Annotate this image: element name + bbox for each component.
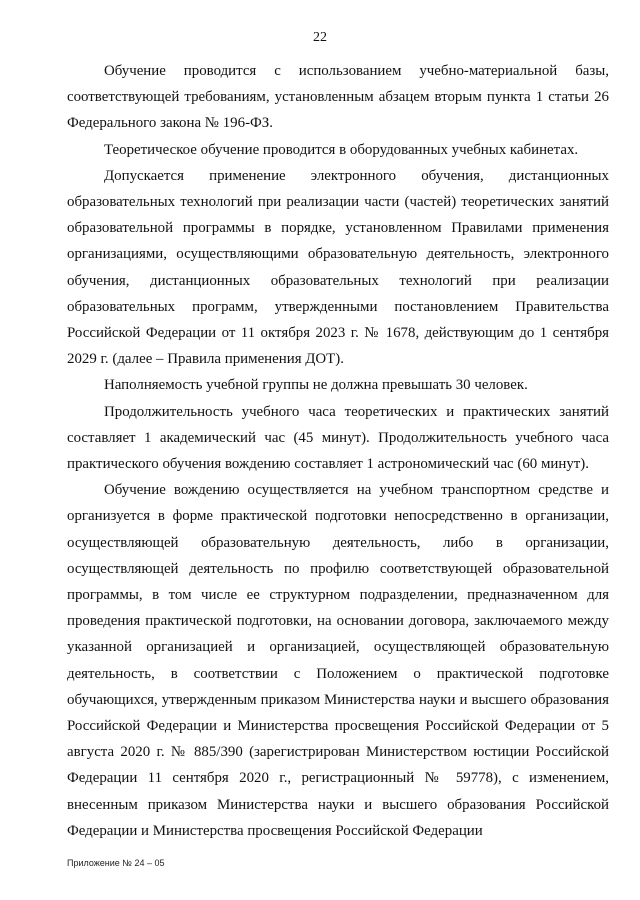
document-body (67, 58, 609, 844)
paragraph-lesson-duration: Продолжительность учебного часа теоретических и практических занятий составляет 1 академический час (45 минут). Продолжительность учебного часа практического обучения вождению составляет 1 астрономический час (60 минут). (67, 403, 609, 473)
paragraph-driving-training: Обучение вождению осуществляется на учебном транспортном средстве и организуется в форме практической подготовки непосредственно в организации, осуществляющей образовательную деятельность, либо в организации, осуществляющей деятельность по профилю соответствующей образовательной программы, в том числе ее структурном подразделении, предназначенном для проведения практической подготовки, на основании договора, заключаемого между указанной организацией и организацией, осуществляющей образовательную деятельность, в соответствии с Положением о практической подготовке обучающихся, утвержденным приказом Министерства науки и высшего образования Российской Федерации и Министерства просвещения Российской Федерации от 5 августа 2020 г. № 885/390 (зарегистрирован Министерством юстиции Российской Федерации 11 сентября 2020 г., регистрационный № 59778), с изменением, внесенным приказом Министерства науки и высшего образования Российской Федерации и Министерства просвещения Российской Федерации (67, 482, 609, 839)
paragraph-theory-classrooms: Теоретическое обучение проводится в оборудованных учебных кабинетах. (104, 141, 579, 158)
footer-appendix-label: Приложение № 24 – 05 (67, 858, 165, 868)
paragraph-group-size: Наполняемость учебной группы не должна превышать 30 человек. (104, 377, 528, 394)
page-number: 22 (313, 30, 327, 45)
paragraph-educational-base: Обучение проводится с использованием учебно-материальной базы, соответствующей требованиям, установленным абзацем вторым пункта 1 статьи 26 Федерального закона № 196-ФЗ. (67, 63, 609, 132)
paragraph-distance-learning: Допускается применение электронного обучения, дистанционных образовательных технологий при реализации части (частей) теоретических занятий образовательной программы в порядке, установленном Правилами применения организациями, осуществляющими образовательную деятельность, электронного обучения, дистанционных образовательных технологий при реализации образовательных программ, утвержденными постановлением Правительства Российской Федерации от 11 октября 2023 г. № 1678, действующим до 1 сентября 2029 г. (далее – Правила применения ДОТ). (67, 167, 609, 368)
